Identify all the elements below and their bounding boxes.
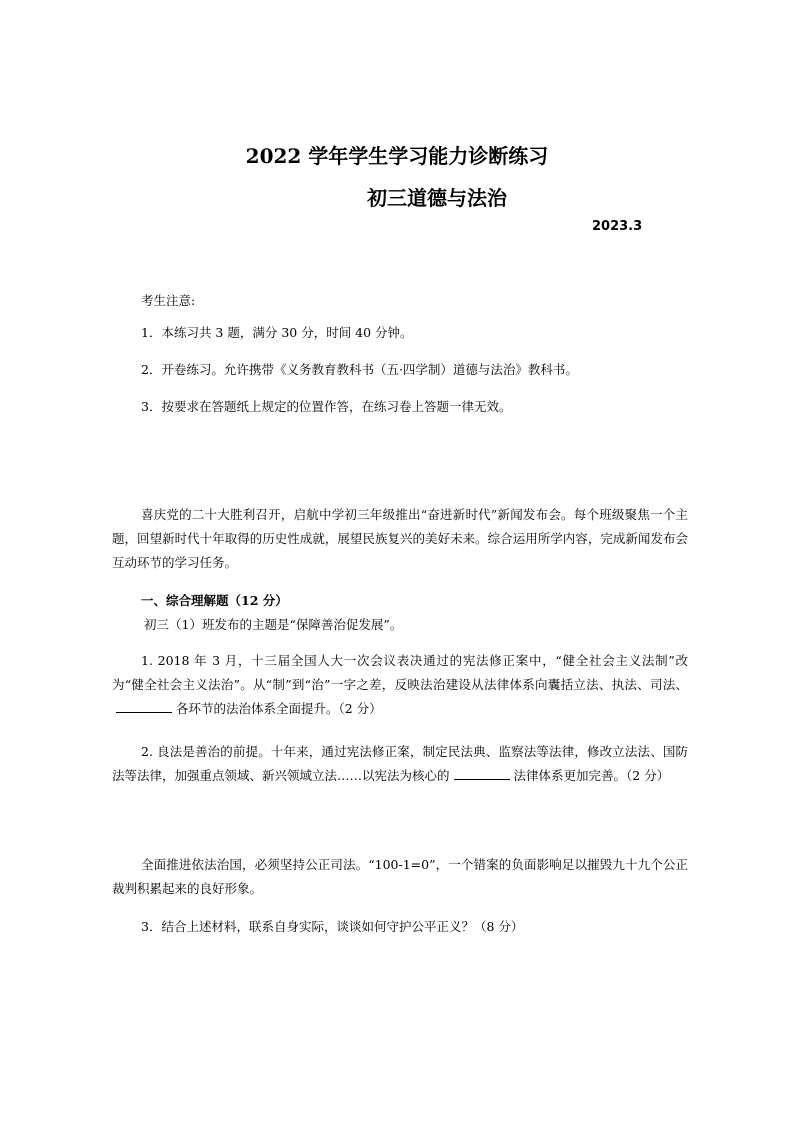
notice-block [112, 289, 688, 419]
section-1-heading: 一、综合理解题（12 分） [141, 593, 288, 608]
notice-item-2: 2．开卷练习。允许携带《义务教育教科书（五·四学制）道德与法治》教科书。 [141, 362, 578, 377]
question-2-after: 法律体系更加完善。（2 分） [513, 768, 670, 783]
notice-item-3: 3．按要求在答题纸上规定的位置作答，在练习卷上答题一律无效。 [141, 399, 512, 414]
question-1-text [112, 649, 688, 721]
exam-date: 2023.3 [592, 219, 643, 234]
question-2-text [112, 740, 688, 788]
answer-blank-2[interactable] [454, 767, 510, 780]
question-1-after: 各环节的法治体系全面提升。（2 分） [176, 701, 382, 716]
notice-label: 考生注意: [141, 293, 196, 308]
answer-blank-1[interactable] [116, 700, 172, 713]
question-3 [112, 915, 688, 939]
section-1 [112, 589, 688, 637]
question-1-before: 1. 2018 年 3 月，十三届全国人大一次会议表决通过的宪法修正案中，“健全社会主义法制”改为“健全社会主义法治”。从“制”到“治”一字之差，反映法治建设从法律体系向囊括立法、执法、司法、 [112, 653, 688, 692]
question-1 [112, 649, 688, 721]
intro-paragraph [112, 503, 688, 575]
question-3-text: 3．结合上述材料，联系自身实际，谈谈如何守护公平正义？（8 分） [141, 919, 524, 934]
question-2-before: 2. 良法是善治的前提。十年来，通过宪法修正案，制定民法典、监察法等法律，修改立法法、国防法等法律，加强重点领域、新兴领域立法……以宪法为核心的 [112, 744, 688, 783]
material-paragraph [112, 853, 688, 901]
notice-item-1: 1．本练习共 3 题，满分 30 分，时间 40 分钟。 [141, 325, 413, 340]
exam-title: 2022 学年学生学习能力诊断练习 [245, 144, 549, 168]
exam-subtitle: 初三道德与法治 [367, 186, 507, 210]
question-2 [112, 740, 688, 788]
intro-text: 喜庆党的二十大胜利召开，启航中学初三年级推出“奋进新时代”新闻发布会。每个班级聚焦一个主题，回望新时代十年取得的历史性成就，展望民族复兴的美好未来。综合运用所学内容，完成新闻发布会互动环节的学习任务。 [112, 507, 688, 570]
section-1-context: 初三（1）班发布的主题是“保障善治促发展”。 [144, 617, 403, 632]
material-text: 全面推进依法治国，必须坚持公正司法。“100-1=0”，一个错案的负面影响足以摧毁九十九个公正裁判积累起来的良好形象。 [112, 857, 688, 896]
